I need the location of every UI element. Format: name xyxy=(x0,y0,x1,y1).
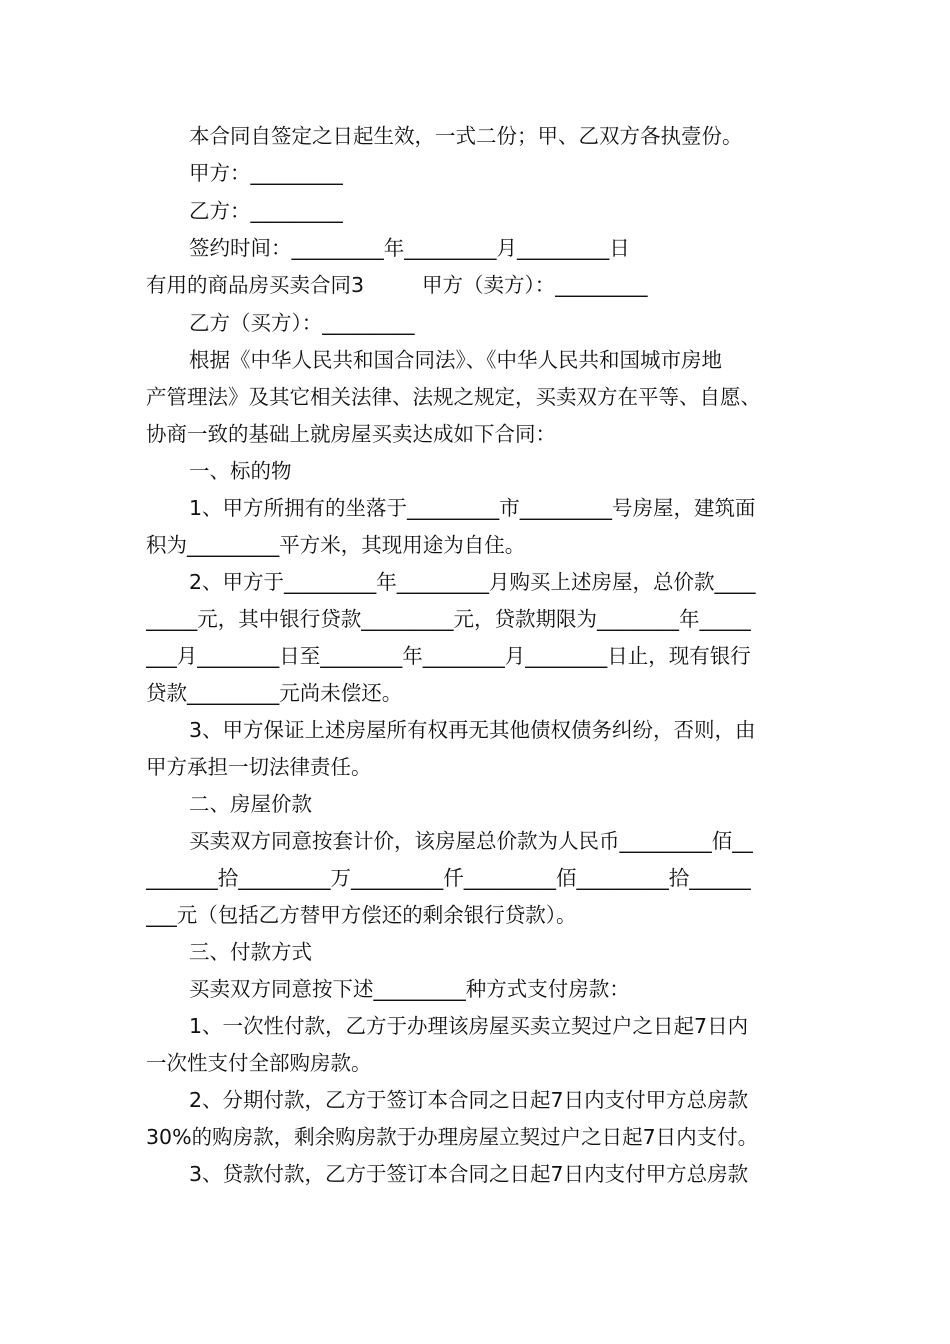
clause-1-2-line-4: 贷款_________元尚未偿还。 xyxy=(146,681,403,705)
buyer-line: 乙方（买方）：_________ xyxy=(189,311,415,335)
payment-option-2-line-1: 2、分期付款，乙方于签订本合同之日起7日内支付甲方总房款 xyxy=(189,1088,749,1112)
effect-clause: 本合同自签定之日起生效，一式二份；甲、乙双方各执壹份。 xyxy=(189,124,743,148)
preamble-line-1: 根据《中华人民共和国合同法》、《中华人民共和国城市房地 xyxy=(189,348,722,372)
preamble-line-3: 协商一致的基础上就房屋买卖达成如下合同： xyxy=(146,422,556,446)
clause-1-3-line-1: 3、甲方保证上述房屋所有权再无其他债权债务纠纷，否则，由 xyxy=(189,718,756,742)
signing-date: 签约时间：_________年_________月_________日 xyxy=(189,236,630,260)
payment-option-1-line-2: 一次性支付全部购房款。 xyxy=(146,1051,372,1075)
price-line-1: 买卖双方同意按套计价，该房屋总价款为人民币_________佰__ xyxy=(189,829,753,853)
clause-1-2-line-1: 2、甲方于_________年_________月购买上述房屋，总价款____ xyxy=(189,570,756,594)
party-b-signature: 乙方：_________ xyxy=(189,199,343,223)
price-line-3: ___元（包括乙方替甲方偿还的剩余银行贷款）。 xyxy=(146,903,577,927)
section-1-heading: 一、标的物 xyxy=(189,459,292,483)
section-3-heading: 三、付款方式 xyxy=(189,940,312,964)
section-2-heading: 二、房屋价款 xyxy=(189,792,312,816)
clause-1-2-line-2: _____元，其中银行贷款_________元，贷款期限为________年_____ xyxy=(146,607,751,631)
price-line-2: _______拾_________万_________仟_________佰_________拾______ xyxy=(146,866,751,890)
title-row xyxy=(146,270,816,300)
payment-option-1-line-1: 1、一次性付款，乙方于办理该房屋买卖立契过户之日起7日内 xyxy=(189,1014,749,1038)
seller-line: 甲方（卖方）：_________ xyxy=(422,273,648,297)
party-a-signature: 甲方：_________ xyxy=(189,161,343,185)
contract-title: 有用的商品房买卖合同3 xyxy=(146,273,365,297)
payment-method-line: 买卖双方同意按下述_________种方式支付房款： xyxy=(189,977,630,1001)
payment-option-2-line-2: 30%的购房款，剩余购房款于办理房屋立契过户之日起7日内支付。 xyxy=(146,1125,759,1149)
clause-1-3-line-2: 甲方承担一切法律责任。 xyxy=(146,755,372,779)
clause-1-1-line-2: 积为_________平方米，其现用途为自住。 xyxy=(146,533,526,557)
payment-option-3-line-1: 3、贷款付款，乙方于签订本合同之日起7日内支付甲方总房款 xyxy=(189,1162,749,1186)
preamble-line-2: 产管理法》及其它相关法律、法规之规定，买卖双方在平等、自愿、 xyxy=(146,385,761,409)
clause-1-1-line-1: 1、甲方所拥有的坐落于_________市_________号房屋，建筑面 xyxy=(189,496,756,520)
clause-1-2-line-3: ___月________日至________年________月________日止，现有银行 xyxy=(146,644,751,668)
